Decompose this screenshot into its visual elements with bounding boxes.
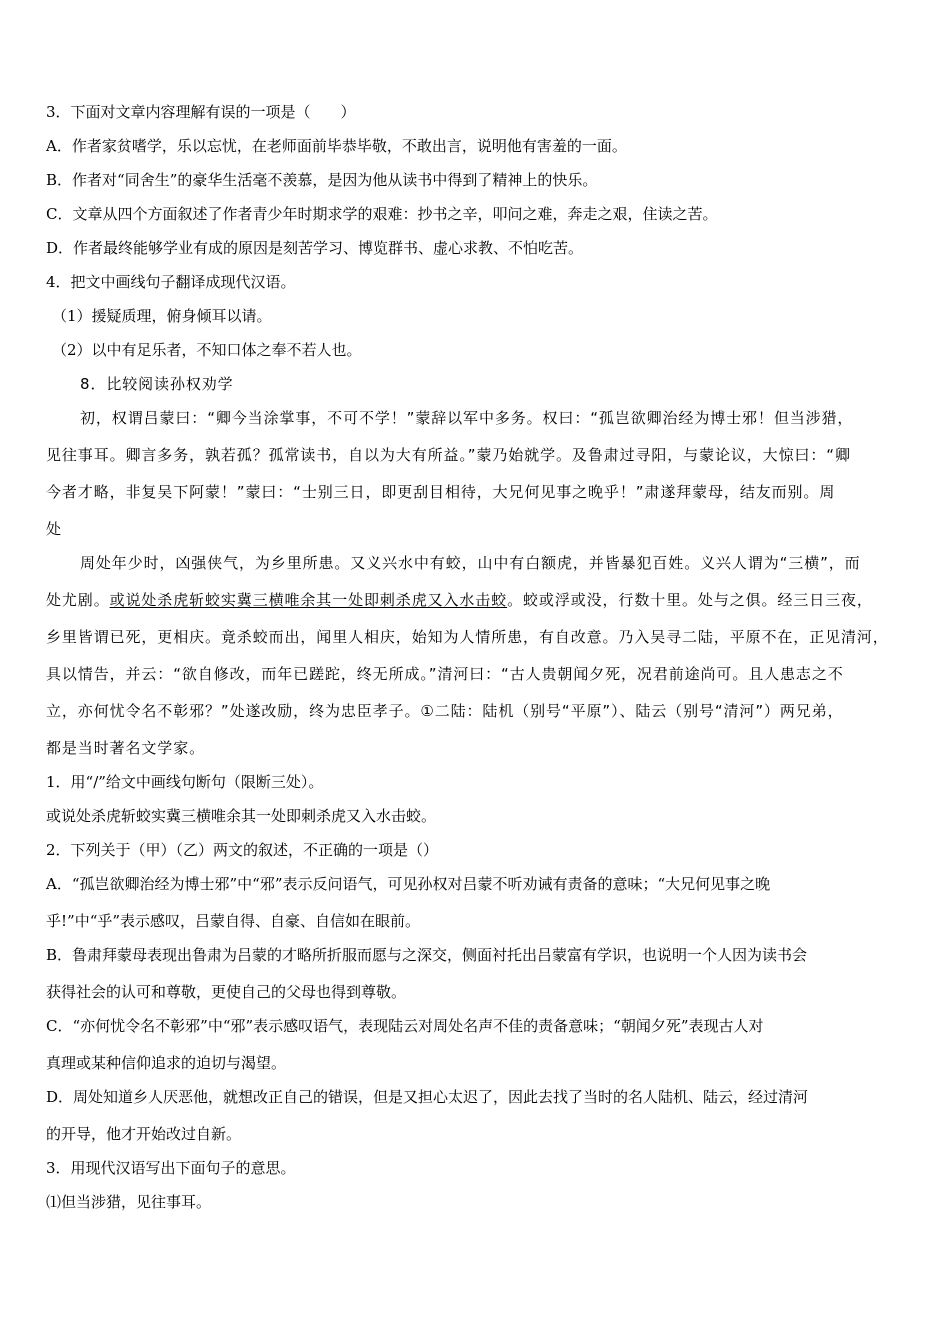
question-2-option-b-line-2: 获得社会的认可和尊敬，更使自己的父母也得到尊敬。: [46, 983, 407, 1001]
question-3-translate-item-1: ⑴但当涉猎，见往事耳。: [46, 1193, 212, 1211]
question-2-option-c-line-1: C．“亦何忧令名不彰邪”中“邪”表示感叹语气，表现陆云对周处名声不佳的责备意味；“朝闻夕死”表现古人对: [46, 1017, 764, 1035]
question-3-option-a: A．作者家贫嗜学，乐以忘忧，在老师面前毕恭毕敬，不敢出言，说明他有害羞的一面。: [46, 137, 627, 155]
question-3-option-b: B．作者对“同舍生”的豪华生活毫不羡慕，是因为他从读书中得到了精神上的快乐。: [46, 171, 598, 189]
question-2-option-c-line-2: 真理或某种信仰追求的迫切与渴望。: [46, 1054, 287, 1072]
underlined-sentence: 或说处杀虎斩蛟实冀三横唯余其一处即刺杀虎又入水击蛟: [109, 591, 508, 609]
question-3-option-d: D．作者最终能够学业有成的原因是刻苦学习、博览群书、虚心求教、不怕吃苦。: [46, 239, 584, 257]
passage-b-line-2-start: 处尤剧。: [46, 591, 110, 609]
question-2-stem: 2．下列关于（甲）（乙）两文的叙述，不正确的一项是（）: [46, 841, 439, 859]
question-4-item-2: （2）以中有足乐者，不知口体之奉不若人也。: [52, 341, 362, 359]
passage-a-line-1: 初，权谓吕蒙曰：“卿今当涂掌事，不可不学！”蒙辞以军中多务。权曰：“孤岂欲卿治经为博士邪！但当涉猎，: [80, 409, 854, 427]
question-1-stem: 1．用“/”给文中画线句断句（限断三处）。: [46, 773, 324, 791]
question-3-stem: 3．下面对文章内容理解有误的一项是（ ）: [46, 103, 356, 121]
passage-b-line-2: [46, 590, 906, 610]
section-8-title: 8．比较阅读孙权劝学: [80, 375, 234, 393]
passage-a-line-4: 处: [46, 520, 62, 538]
passage-b-line-5: 立，亦何忧令名不彰邪？”处遂改励，终为忠臣孝子。①二陆：陆机（别号“平原”）、陆云（别号“清河”）两兄弟，: [46, 702, 844, 720]
passage-b-line-4: 具以情告，并云：“欲自修改，而年已蹉跎，终无所成。”清河曰：“古人贵朝闻夕死，况君前途尚可。且人患志之不: [46, 665, 844, 683]
question-4-item-1: （1）援疑质理，俯身倾耳以请。: [52, 307, 272, 325]
question-2-option-b-line-1: B．鲁肃拜蒙母表现出鲁肃为吕蒙的才略所折服而愿与之深交，侧面衬托出吕蒙富有学识，也说明一个人因为读书会: [46, 946, 808, 964]
passage-b-line-2-end: 。蛟或浮或没，行数十里。处与之俱。经三日三夜，: [507, 591, 873, 609]
question-2-option-a-line-2: 乎!”中“乎”表示感叹，吕蒙自得、自豪、自信如在眼前。: [46, 912, 421, 930]
passage-a-line-2: 见往事耳。卿言多务，孰若孤？孤常读书，自以为大有所益。”蒙乃始就学。及鲁肃过寻阳，与蒙论议，大惊曰：“卿: [46, 446, 851, 464]
passage-b-line-1: 周处年少时，凶强侠气，为乡里所患。又义兴水中有蛟，山中有白额虎，并皆暴犯百姓。义兴人谓为“三横”，而: [80, 554, 861, 572]
question-1-sentence: 或说处杀虎斩蛟实冀三横唯余其一处即刺杀虎又入水击蛟。: [46, 807, 437, 825]
question-2-option-d-line-1: D．周处知道乡人厌恶他，就想改正自己的错误，但是又担心太迟了，因此去找了当时的名人陆机、陆云，经过清河: [46, 1088, 809, 1106]
passage-b-line-3: 乡里皆谓已死，更相庆。竟杀蛟而出，闻里人相庆，始知为人情所患，有自改意。乃入吴寻二陆，平原不在，正见清河，: [46, 628, 889, 646]
passage-b-line-6: 都是当时著名文学家。: [46, 739, 206, 757]
question-4-stem: 4．把文中画线句子翻译成现代汉语。: [46, 273, 296, 291]
question-3-option-c: C．文章从四个方面叙述了作者青少年时期求学的艰难：抄书之辛，叩问之难，奔走之艰，住读之苦。: [46, 205, 718, 223]
question-3-translate-stem: 3．用现代汉语写出下面句子的意思。: [46, 1159, 296, 1177]
question-2-option-a-line-1: A．“孤岂欲卿治经为博士邪”中“邪”表示反问语气，可见孙权对吕蒙不听劝诫有责备的意味；“大兄何见事之晚: [46, 875, 771, 893]
passage-a-line-3: 今者才略，非复吴下阿蒙！”蒙曰：“士别三日，即更刮目相待，大兄何见事之晚乎！”肃遂拜蒙母，结友而别。周: [46, 483, 836, 501]
question-2-option-d-line-2: 的开导，他才开始改过自新。: [46, 1125, 242, 1143]
